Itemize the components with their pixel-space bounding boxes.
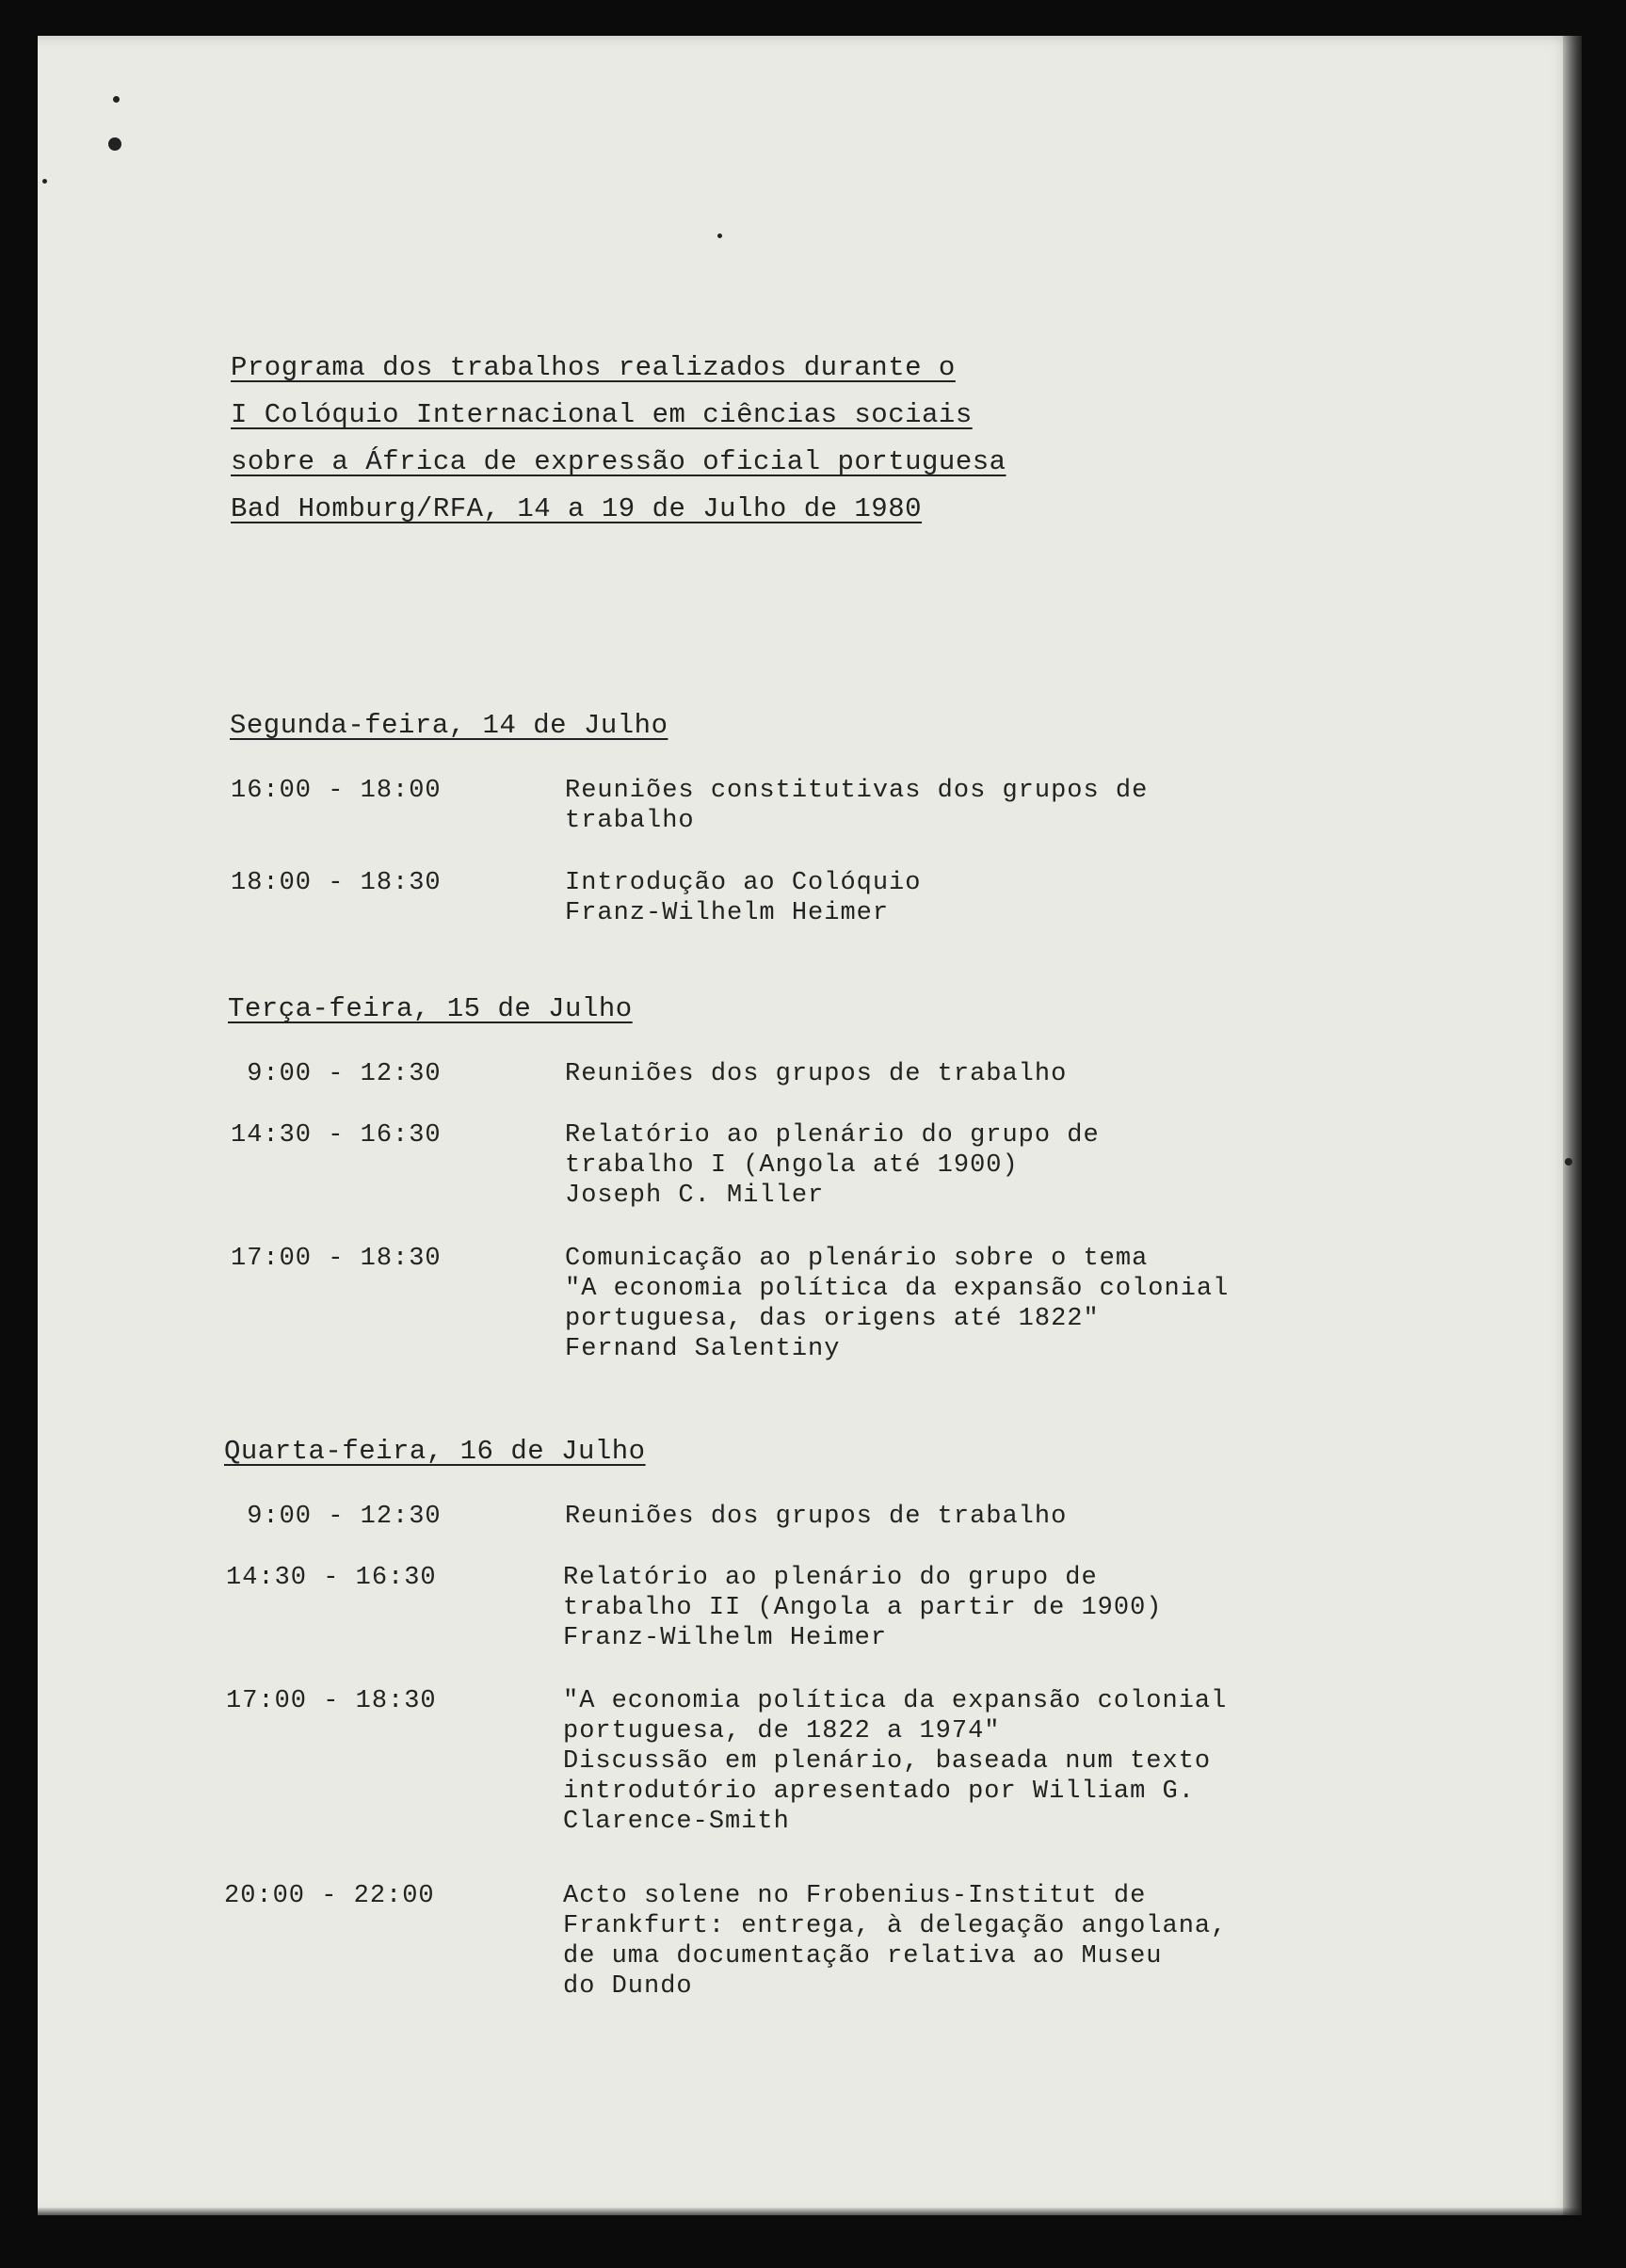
document-header [231,345,1006,533]
schedule-entry [224,1881,1448,2003]
entry-description-line: Fernand Salentiny [565,1335,841,1363]
entry-time: 14:30 - 16:30 [226,1564,437,1592]
day-heading-monday: Segunda-feira, 14 de Julho [230,710,668,741]
scan-speck [717,233,722,238]
entry-time: 17:00 - 18:30 [226,1687,437,1715]
entry-description-line: do Dundo [563,1972,693,2001]
schedule-entry [231,1502,1360,1536]
entry-description-line: Comunicação ao plenário sobre o tema [565,1245,1149,1273]
entry-description-line: Discussão em plenário, baseada num texto [563,1747,1212,1776]
entry-description-line: trabalho II (Angola a partir de 1900) [563,1594,1163,1622]
entry-description-line: trabalho I (Angola até 1900) [565,1151,1019,1180]
entry-description-line: de uma documentação relativa ao Museu [563,1942,1163,1970]
entry-description-line: introdutório apresentado por William G. [563,1777,1195,1806]
entry-description-line: Reuniões constitutivas dos grupos de [565,777,1149,805]
entry-description-line: "A economia política da expansão colonial [563,1687,1228,1715]
entry-description-line: Joseph C. Miller [565,1182,825,1210]
entry-description-line: Relatório ao plenário do grupo de [565,1121,1100,1150]
entry-description-line: Reuniões dos grupos de trabalho [565,1503,1068,1531]
scan-speck [108,137,121,151]
schedule-entry [231,1120,1360,1214]
entry-time: 17:00 - 18:30 [231,1245,442,1273]
header-title-line-3: sobre a África de expressão oficial portuguesa [231,446,1006,477]
entry-description-line: portuguesa, de 1822 a 1974" [563,1717,1001,1745]
entry-description-line: Franz-Wilhelm Heimer [565,899,890,927]
header-title-line-4: Bad Homburg/RFA, 14 a 19 de Julho de 1980 [231,493,923,524]
entry-description-line: portuguesa, das origens até 1822" [565,1305,1100,1333]
entry-description-line: trabalho [565,807,695,835]
document-page [38,36,1582,2215]
entry-description-line: Reuniões dos grupos de trabalho [565,1060,1068,1088]
entry-description-line: "A economia política da expansão colonial [565,1275,1230,1303]
entry-description-line: Franz-Wilhelm Heimer [563,1624,888,1652]
entry-description-line: Clarence-Smith [563,1808,790,1836]
day-heading-tuesday: Terça-feira, 15 de Julho [228,993,633,1024]
schedule-entry [231,868,1360,934]
header-title-line-2: I Colóquio Internacional em ciências sociais [231,399,973,430]
schedule-entry [226,1563,1450,1657]
entry-time: 16:00 - 18:00 [231,777,442,805]
entry-description-line: Relatório ao plenário do grupo de [563,1564,1098,1592]
entry-time: 9:00 - 12:30 [231,1503,442,1531]
scan-speck [1565,1158,1572,1166]
schedule-entry [226,1686,1450,1842]
schedule-entry [231,1059,1360,1093]
schedule-entry [231,776,1360,842]
scan-speck [42,179,47,184]
entry-description-line: Introdução ao Colóquio [565,869,922,897]
entry-time: 9:00 - 12:30 [231,1060,442,1088]
entry-description-line: Frankfurt: entrega, à delegação angolana, [563,1912,1228,1940]
entry-time: 14:30 - 16:30 [231,1121,442,1150]
day-heading-wednesday: Quarta-feira, 16 de Julho [224,1436,646,1467]
page-edge-shadow [1563,36,1582,2215]
entry-description-line: Acto solene no Frobenius-Institut de [563,1882,1147,1910]
entry-time: 18:00 - 18:30 [231,869,442,897]
header-title-line-1: Programa dos trabalhos realizados durante o [231,352,956,383]
schedule-entry [231,1244,1455,1366]
scan-speck [113,96,120,103]
entry-time: 20:00 - 22:00 [224,1882,435,1910]
page-bottom-shadow [38,2208,1582,2215]
